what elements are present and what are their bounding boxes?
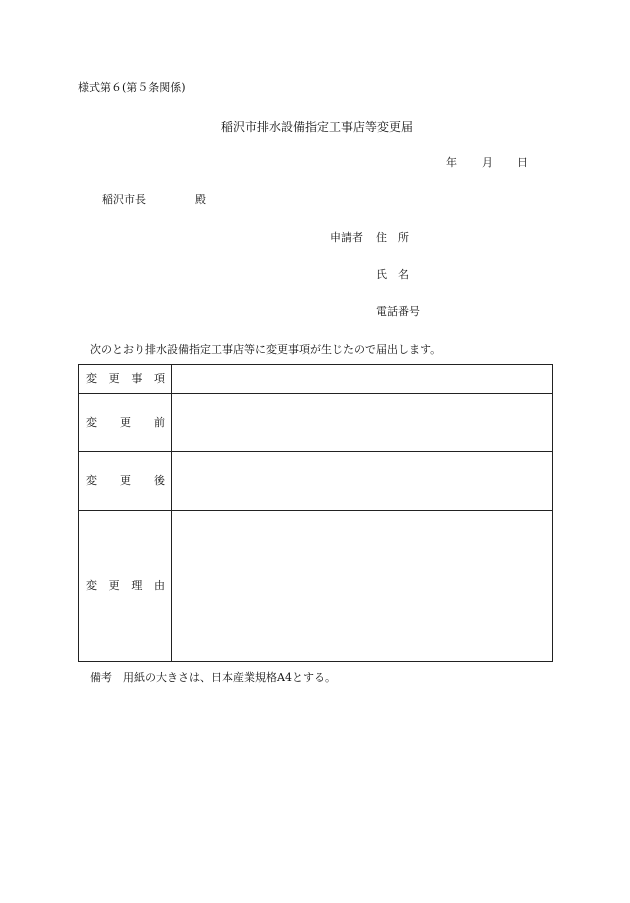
- change-item-label: [79, 365, 172, 394]
- label-char: 更: [120, 415, 131, 429]
- change-reason-label: [79, 511, 172, 662]
- after-change-label: [79, 452, 172, 511]
- note-text: 備考 用紙の大きさは、日本産業規格A4とする。: [90, 671, 336, 684]
- intro-text: 次のとおり排水設備指定工事店等に変更事項が生じたので届出します。: [90, 343, 442, 356]
- label-char: 更: [108, 579, 120, 592]
- label-char: 変: [86, 474, 97, 487]
- document-title: 稲沢市排水設備指定工事店等変更届: [221, 120, 414, 134]
- date-day-label: 日: [517, 156, 528, 169]
- label-char: 項: [153, 372, 165, 385]
- label-char: 更: [108, 372, 120, 385]
- label-char: 理: [131, 579, 143, 592]
- table-row-change-item: [79, 365, 553, 394]
- date-year-label: 年: [446, 156, 457, 169]
- label-char: 変: [86, 579, 97, 592]
- change-reason-field[interactable]: [172, 511, 553, 662]
- date-month-label: 月: [482, 156, 493, 169]
- label-char: 変: [86, 415, 97, 429]
- label-char: 変: [86, 372, 97, 385]
- applicant-label: 申請者: [330, 231, 363, 244]
- label-char: 由: [153, 579, 165, 592]
- change-item-field[interactable]: [172, 365, 553, 394]
- table-row-change-reason: [79, 511, 553, 662]
- table-row-after-change: [79, 452, 553, 511]
- address-label: 住 所: [376, 231, 409, 244]
- table-row-before-change: [79, 394, 553, 452]
- label-char: 前: [154, 415, 165, 429]
- change-form-table: [78, 364, 553, 662]
- label-char: 更: [120, 474, 131, 487]
- form-number: 様式第６(第５条関係): [78, 81, 186, 94]
- addressee-name: 稲沢市長: [102, 193, 146, 206]
- label-char: 後: [154, 474, 165, 487]
- after-change-field[interactable]: [172, 452, 553, 511]
- phone-label: 電話番号: [376, 305, 420, 318]
- before-change-label: [79, 394, 172, 452]
- label-char: 事: [131, 372, 143, 385]
- before-change-field[interactable]: [172, 394, 553, 452]
- name-label: 氏 名: [376, 268, 409, 281]
- addressee-honorific: 殿: [195, 193, 206, 206]
